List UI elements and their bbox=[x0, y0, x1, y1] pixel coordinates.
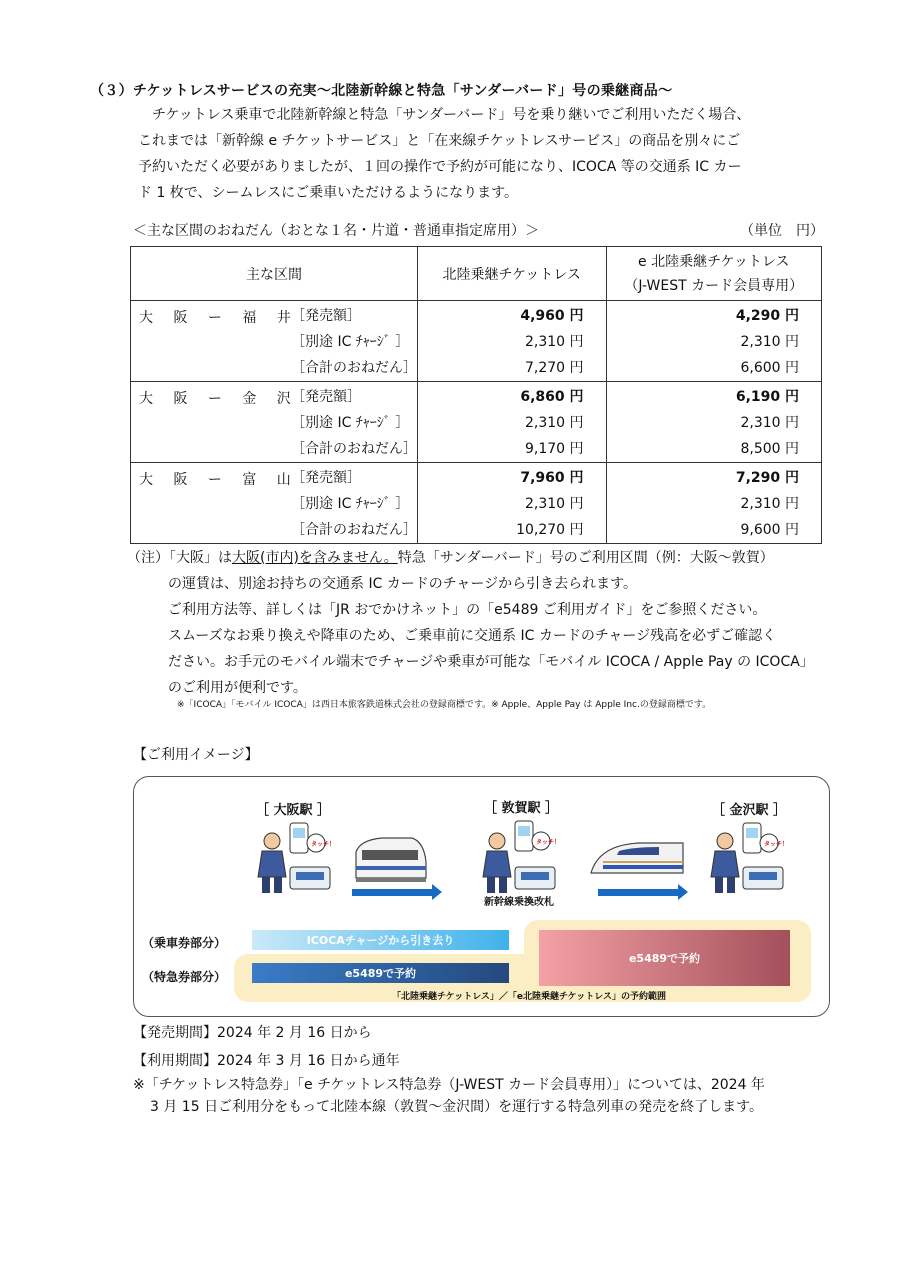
section-heading: （３）チケットレスサービスの充実～北陸新幹線と特急「サンダーバード」号の乗継商品～ bbox=[90, 83, 673, 99]
value: 4,960 円 bbox=[520, 308, 584, 324]
value: 7,960 円 bbox=[520, 470, 584, 486]
value: 2,310 円 bbox=[524, 496, 584, 512]
label-ic-charge: ［別途 IC ﾁｬｰｼﾞ ］ bbox=[291, 415, 410, 431]
value: 6,600 円 bbox=[740, 360, 799, 376]
value: 7,290 円 bbox=[735, 470, 799, 486]
value: 2,310 円 bbox=[524, 415, 584, 431]
table-caption: ＜主な区間のおねだん（おとな１名・片道・普通車指定席用）＞ bbox=[133, 223, 539, 239]
fare-table bbox=[130, 246, 822, 544]
sale-period: 【発売期間】2024 年 2 月 16 日から bbox=[133, 1025, 372, 1041]
intro-line-2: これまでは「新幹線 e チケットサービス」と「在来線チケットレスサービス」の商品を別々にご bbox=[138, 133, 741, 149]
header-e-line1: e 北陸乗継チケットレス bbox=[638, 253, 790, 270]
touch-label: タッチ！ bbox=[764, 841, 789, 848]
trademark-note: ※「ICOCA」「モバイル ICOCA」は西日本旅客鉄道株式会社の登録商標です。※ Apple、Apple Pay は Apple Inc.の登録商標です。 bbox=[177, 700, 712, 710]
transfer-gate-label: 新幹線乗換改札 bbox=[484, 897, 554, 908]
label-sale-price: ［発売額］ bbox=[291, 470, 361, 486]
route-cell bbox=[131, 382, 418, 463]
value: 6,860 円 bbox=[520, 389, 584, 405]
footnote-line-2: 3 月 15 日ご利用分をもって北陸本線（敦賀～金沢間）を運行する特急列車の発売を終了します。 bbox=[150, 1099, 763, 1115]
passenger-icon bbox=[707, 819, 787, 897]
col2-values bbox=[606, 463, 822, 544]
intro-line-3: 予約いただく必要がありましたが、１回の操作で予約が可能になり、ICOCA 等の交通系 IC カー bbox=[138, 159, 742, 175]
label-total: ［合計のおねだん］ bbox=[291, 360, 417, 376]
value: 2,310 円 bbox=[740, 334, 799, 350]
value: 9,600 円 bbox=[740, 522, 799, 538]
icoca-charge-bar: ICOCAチャージから引き去り bbox=[252, 930, 509, 950]
e5489-left-bar: e5489で予約 bbox=[252, 963, 509, 983]
row-labels bbox=[291, 384, 417, 462]
intro-line-4: ド 1 枚で、シームレスにご乗車いただけるようになります。 bbox=[138, 185, 518, 201]
station-tsuruga: ［ 敦賀駅 ］ bbox=[484, 801, 559, 816]
note-line-4: スムーズなお乗り換えや降車のため、ご乗車前に交通系 IC カードのチャージ残高を必ずご確認く bbox=[168, 628, 777, 644]
touch-label: タッチ！ bbox=[311, 841, 336, 848]
row-labels bbox=[291, 303, 417, 381]
note-line-3: ご利用方法等、詳しくは「JR おでかけネット」の「e5489 ご利用ガイド」をご参照ください。 bbox=[168, 602, 767, 618]
touch-label: タッチ！ bbox=[536, 839, 561, 846]
usage-image-heading: 【ご利用イメージ】 bbox=[133, 747, 259, 763]
table-row bbox=[131, 301, 822, 382]
header-e-hokuriku-ticketless bbox=[606, 247, 822, 301]
value: 8,500 円 bbox=[740, 441, 799, 457]
arrow-icon bbox=[352, 889, 432, 896]
route-cell bbox=[131, 301, 418, 382]
express-ticket-part-label: （特急券部分） bbox=[142, 970, 227, 984]
header-hokuriku-ticketless: 北陸乗継チケットレス bbox=[417, 247, 606, 301]
label-total: ［合計のおねだん］ bbox=[291, 441, 417, 457]
route-name: 大 阪 ー 福 井 bbox=[139, 310, 299, 326]
unit-label: （単位 円） bbox=[740, 223, 824, 239]
note-line-6: のご利用が便利です。 bbox=[168, 680, 307, 696]
value: 2,310 円 bbox=[524, 334, 584, 350]
col1-values bbox=[417, 301, 606, 382]
use-period: 【利用期間】2024 年 3 月 16 日から通年 bbox=[133, 1053, 400, 1069]
limited-express-train-icon bbox=[352, 832, 428, 884]
note-line-1 bbox=[127, 545, 774, 571]
station-kanazawa: ［ 金沢駅 ］ bbox=[712, 803, 787, 818]
label-ic-charge: ［別途 IC ﾁｬｰｼﾞ ］ bbox=[291, 334, 410, 350]
usage-image-diagram bbox=[133, 776, 830, 1017]
footnote-line-1: ※「チケットレス特急券」「e チケットレス特急券（J-WEST カード会員専用）」については、2024 年 bbox=[133, 1077, 765, 1093]
note-suffix: 特急「サンダーバード」号のご利用区間（例：大阪～敦賀） bbox=[397, 550, 774, 566]
value: 9,170 円 bbox=[524, 441, 584, 457]
note-line-5: ださい。お手元のモバイル端末でチャージや乗車が可能な「モバイル ICOCA / Apple Pay の ICOCA」 bbox=[168, 654, 814, 670]
col2-values bbox=[606, 382, 822, 463]
value: 10,270 円 bbox=[516, 522, 584, 538]
table-row bbox=[131, 382, 822, 463]
row-labels bbox=[291, 465, 417, 543]
table-row bbox=[131, 463, 822, 544]
shinkansen-train-icon bbox=[589, 837, 685, 881]
passenger-icon bbox=[479, 819, 559, 897]
header-e-line2: （J-WEST カード会員専用） bbox=[624, 277, 804, 294]
arrow-icon bbox=[598, 889, 678, 896]
value: 7,270 円 bbox=[524, 360, 584, 376]
value: 4,290 円 bbox=[735, 308, 799, 324]
passenger-icon bbox=[254, 819, 334, 897]
note-prefix: （注）「大阪」は bbox=[127, 550, 232, 566]
route-name: 大 阪 ー 富 山 bbox=[139, 472, 299, 488]
col2-values bbox=[606, 301, 822, 382]
label-total: ［合計のおねだん］ bbox=[291, 522, 417, 538]
e5489-right-bar: e5489で予約 bbox=[539, 930, 790, 986]
fare-ticket-part-label: （乗車券部分） bbox=[142, 936, 227, 950]
header-section: 主な区間 bbox=[131, 247, 418, 301]
label-sale-price: ［発売額］ bbox=[291, 389, 361, 405]
value: 2,310 円 bbox=[740, 496, 799, 512]
label-ic-charge: ［別途 IC ﾁｬｰｼﾞ ］ bbox=[291, 496, 410, 512]
station-osaka: ［ 大阪駅 ］ bbox=[256, 803, 331, 818]
value: 6,190 円 bbox=[735, 389, 799, 405]
col1-values bbox=[417, 463, 606, 544]
col1-values bbox=[417, 382, 606, 463]
table-header-row bbox=[131, 247, 822, 301]
note-line-2: の運賃は、別途お持ちの交通系 IC カードのチャージから引き去られます。 bbox=[168, 576, 637, 592]
route-name: 大 阪 ー 金 沢 bbox=[139, 391, 299, 407]
reservation-range-caption: 「北陸乗継チケットレス」／「e北陸乗継チケットレス」の予約範囲 bbox=[392, 992, 666, 1002]
note-underlined: 大阪(市内)を含みません。 bbox=[232, 550, 398, 566]
intro-line-1: チケットレス乗車で北陸新幹線と特急「サンダーバード」号を乗り継いでご利用いただく場合、 bbox=[152, 107, 751, 123]
value: 2,310 円 bbox=[740, 415, 799, 431]
label-sale-price: ［発売額］ bbox=[291, 308, 361, 324]
route-cell bbox=[131, 463, 418, 544]
